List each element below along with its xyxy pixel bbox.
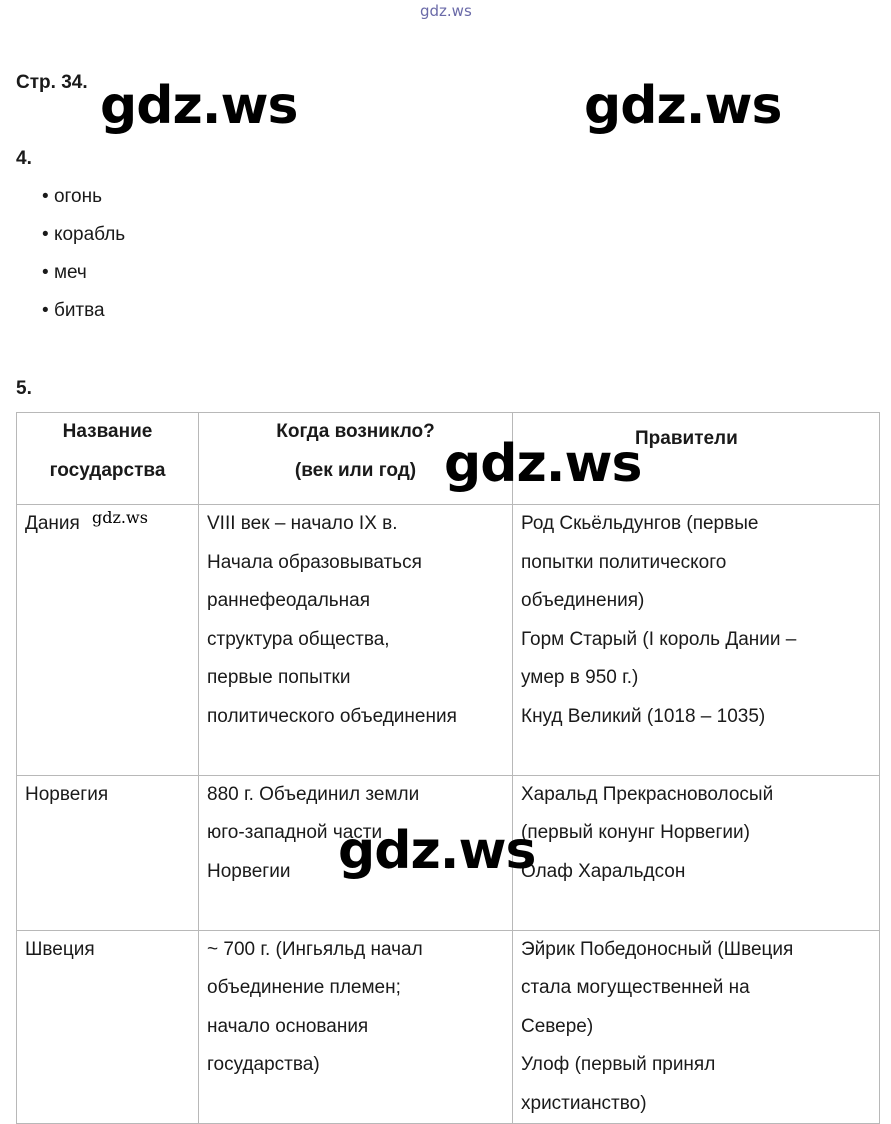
- watermark: gdz.ws: [100, 76, 298, 136]
- state-name: Норвегия: [25, 783, 109, 805]
- watermark: gdz.ws: [584, 76, 782, 136]
- table-row: Дания VIII век – начало IX в. Начала образовываться раннефеодальная структура общества, первые попытки политического объединения Род Скьёльдунгов (первые попытки политического объединения) Горм Старый (I король Дании – умер в 950 г.) Кнуд Великий (1018 – 1035): [17, 505, 880, 776]
- watermark-small: gdz.ws: [92, 508, 148, 527]
- table-row: Швеция ~ 700 г. (Ингьяльд начал объединение племен; начало основания государства) Эйрик Победоносный (Швеция стала могущественней на Севере) Улоф (первый принял христианство): [17, 930, 880, 1124]
- watermark: gdz.ws: [444, 434, 642, 494]
- list-item: • огонь: [42, 185, 125, 223]
- page-number: Стр. 34.: [16, 72, 88, 93]
- list-item: • битва: [42, 299, 125, 337]
- list-item: • корабль: [42, 223, 125, 261]
- state-name: Дания: [25, 513, 80, 534]
- state-name: Швеция: [25, 938, 95, 960]
- watermark-top: gdz.ws: [420, 2, 472, 20]
- watermark: gdz.ws: [338, 821, 536, 881]
- header-state-name: Название государства: [17, 413, 199, 505]
- task-5-number: 5.: [16, 378, 32, 399]
- header-rulers: Правители: [513, 413, 880, 505]
- task-4-list: [42, 185, 125, 337]
- list-item: • меч: [42, 261, 125, 299]
- header-when: Когда возникло? (век или год): [199, 413, 513, 505]
- task-4-number: 4.: [16, 148, 32, 169]
- table-row: Норвегия 880 г. Объединил земли юго-западной части Норвегии Харальд Прекрасноволосый (первый конунг Норвегии) Олаф Харальдсон: [17, 775, 880, 930]
